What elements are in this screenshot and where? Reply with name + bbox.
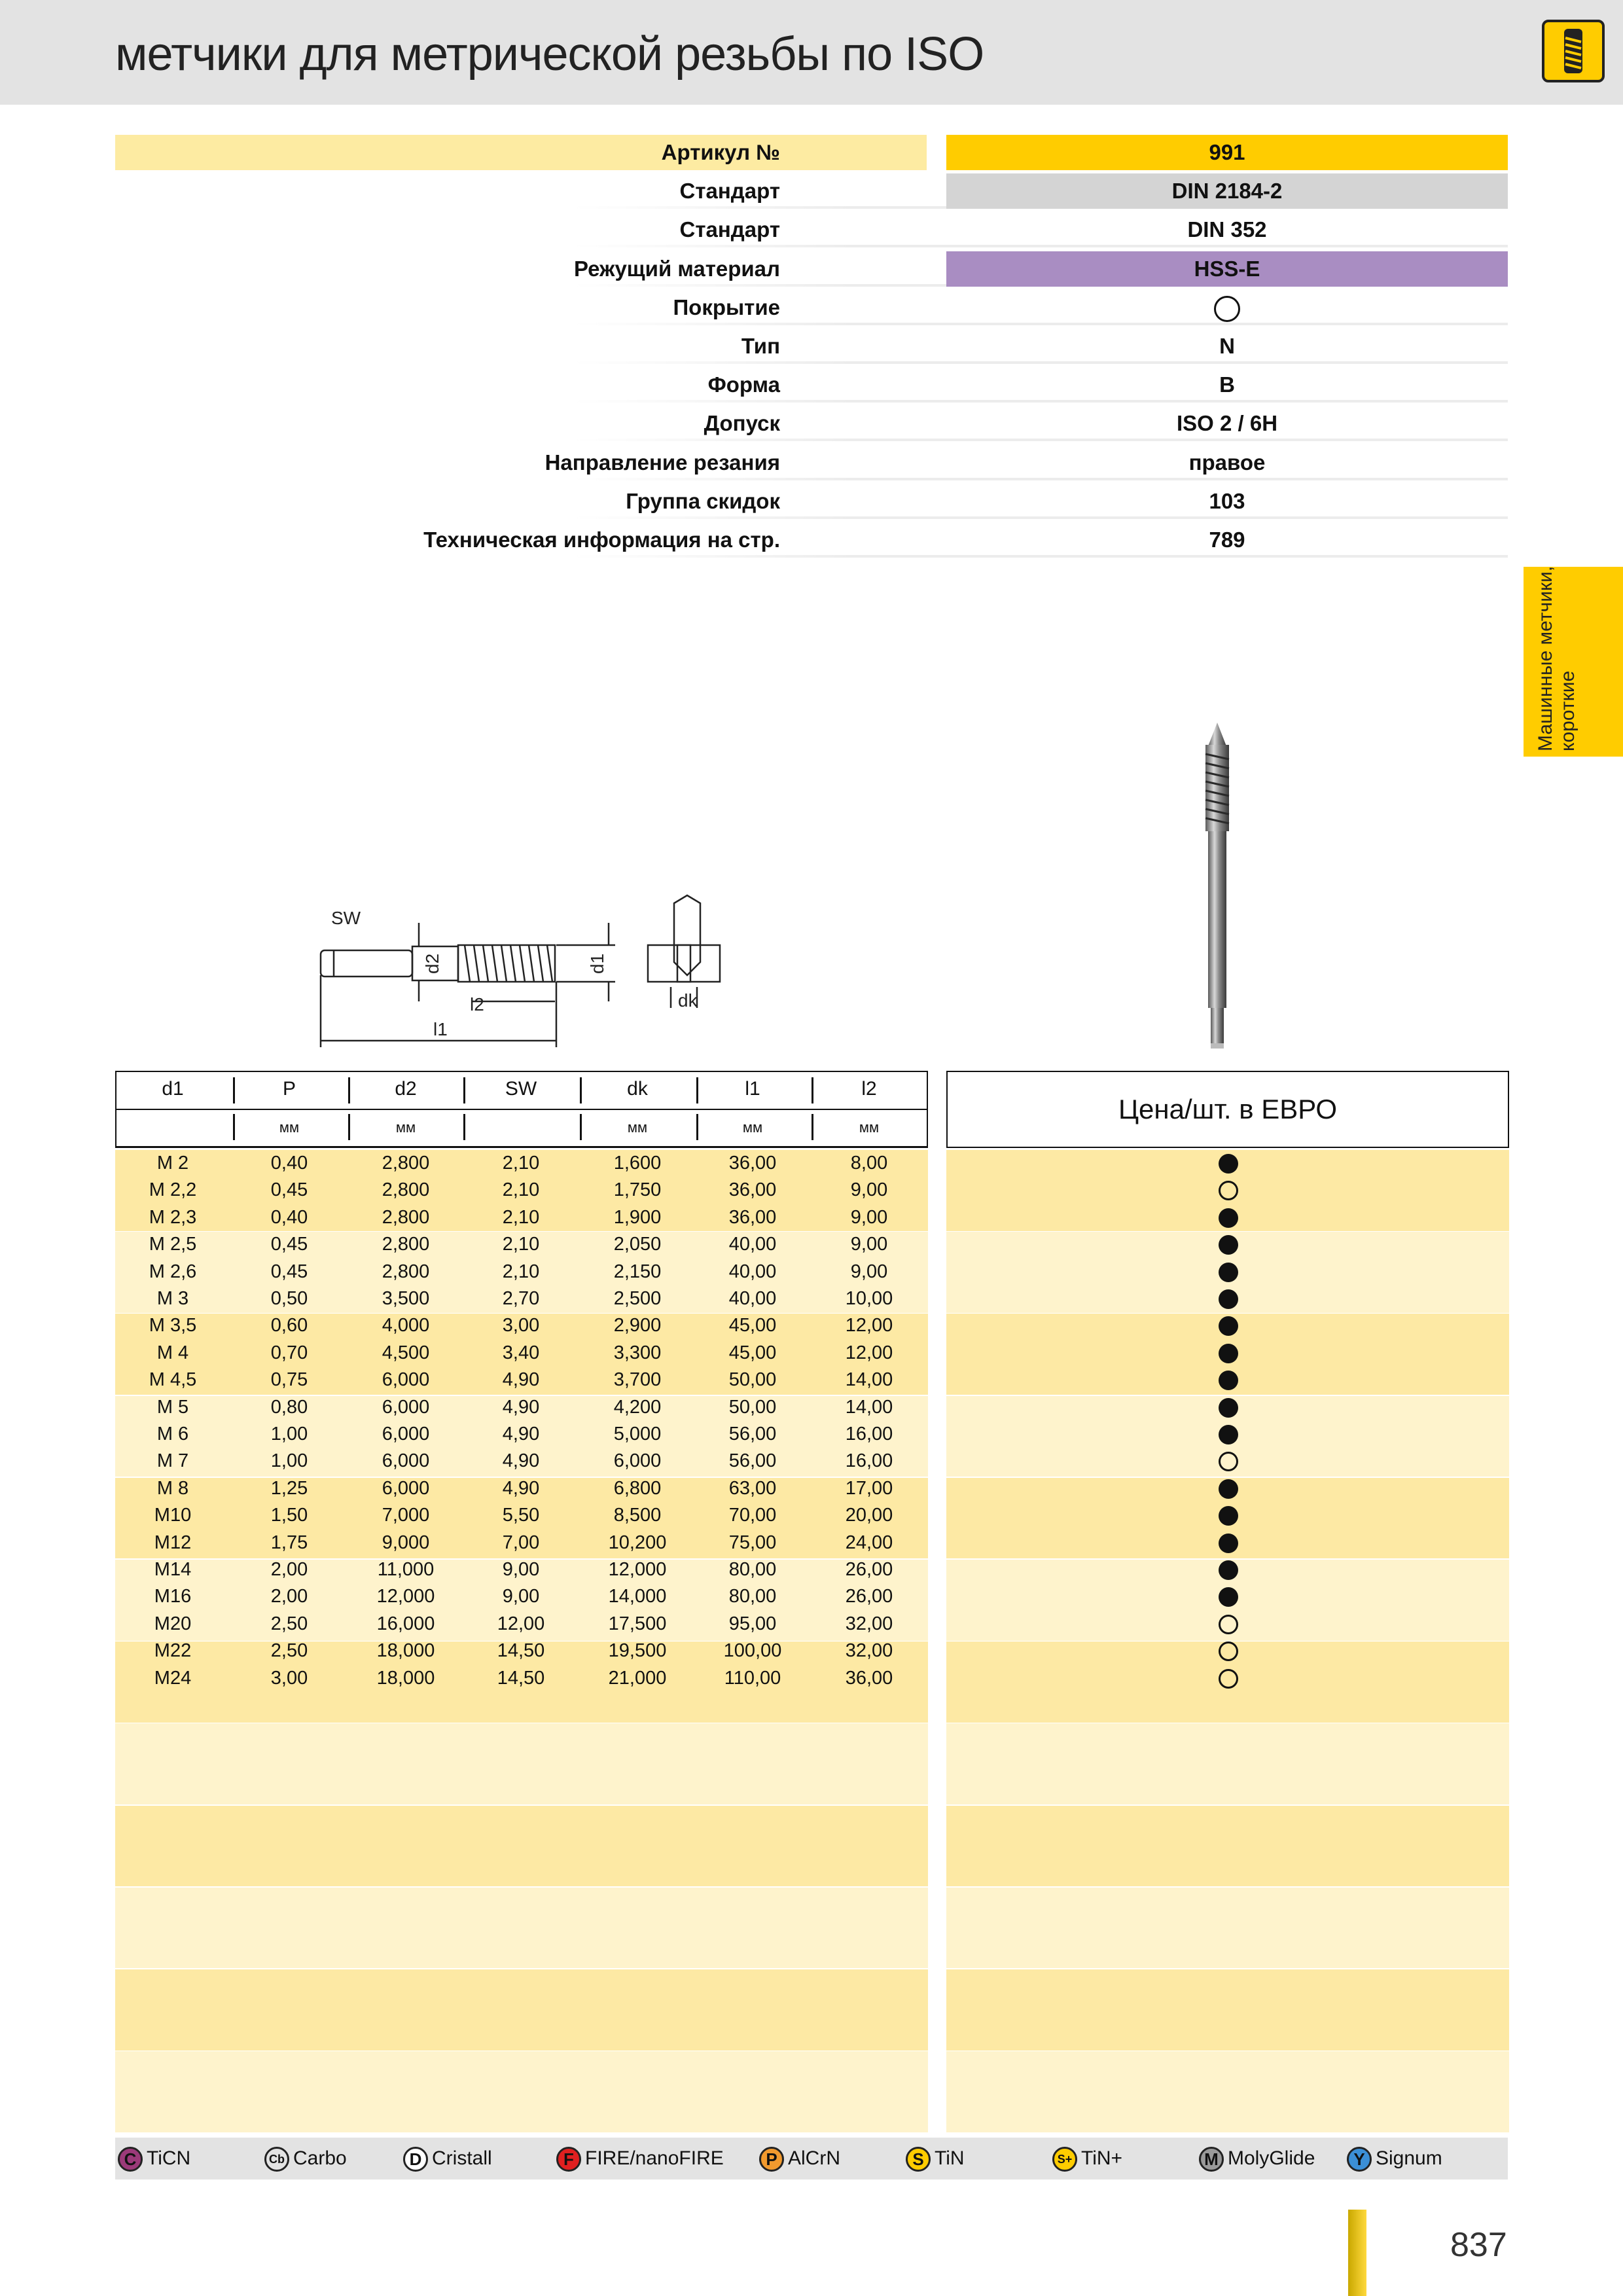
spec-label: Стандарт bbox=[679, 179, 780, 204]
table-cell: 56,00 bbox=[728, 1450, 777, 1472]
spec-value: DIN 352 bbox=[1187, 217, 1267, 242]
table-cell: 12,000 bbox=[608, 1559, 667, 1580]
drawing-label-dk: dk bbox=[678, 990, 698, 1011]
coating-badge-icon: M bbox=[1199, 2147, 1224, 2172]
table-cell: 2,800 bbox=[382, 1206, 430, 1228]
column-header: l1 bbox=[745, 1078, 760, 1100]
table-cell: 2,050 bbox=[613, 1234, 662, 1255]
table-cell: M22 bbox=[154, 1640, 192, 1662]
table-cell: 3,300 bbox=[613, 1342, 662, 1363]
page-number-bar bbox=[1348, 2210, 1366, 2296]
table-cell: 9,00 bbox=[502, 1559, 540, 1580]
legend-label: AlCrN bbox=[788, 2147, 840, 2169]
table-row bbox=[115, 1231, 928, 1258]
technical-drawing bbox=[308, 890, 740, 1054]
legend-label: Cristall bbox=[432, 2147, 492, 2169]
table-cell: 1,00 bbox=[270, 1424, 308, 1444]
column-separator bbox=[348, 1114, 350, 1140]
table-cell: 1,00 bbox=[270, 1450, 308, 1472]
table-cell: 12,00 bbox=[845, 1342, 893, 1363]
table-cell: 0,80 bbox=[270, 1396, 308, 1418]
table-cell: 20,00 bbox=[845, 1505, 893, 1526]
table-cell: M 2,5 bbox=[149, 1234, 197, 1255]
legend-label: Carbo bbox=[293, 2147, 347, 2169]
table-cell: M 7 bbox=[156, 1450, 189, 1472]
row-group-band bbox=[115, 2051, 928, 2132]
table-cell: 6,000 bbox=[382, 1450, 430, 1472]
table-row bbox=[115, 1665, 928, 1692]
table-cell: 36,00 bbox=[728, 1206, 777, 1228]
legend-label: FIRE/nanoFIRE bbox=[585, 2147, 724, 2169]
drawing-label-l2: l2 bbox=[470, 994, 484, 1014]
spec-row bbox=[115, 212, 1508, 247]
table-cell: 36,00 bbox=[845, 1667, 893, 1689]
table-row bbox=[115, 1556, 928, 1583]
table-cell: 45,00 bbox=[728, 1315, 777, 1336]
drawing-label-l1: l1 bbox=[433, 1019, 448, 1039]
in-stock-dot-icon bbox=[1219, 1371, 1238, 1390]
table-cell: 3,00 bbox=[502, 1315, 540, 1336]
table-cell: 9,00 bbox=[502, 1586, 540, 1607]
table-cell: 75,00 bbox=[728, 1532, 777, 1553]
table-cell: 14,00 bbox=[845, 1396, 893, 1418]
column-separator bbox=[580, 1077, 582, 1103]
column-header: d1 bbox=[162, 1078, 184, 1100]
coating-badge-icon: C bbox=[118, 2147, 143, 2172]
table-cell: 1,25 bbox=[270, 1477, 308, 1499]
spec-row bbox=[115, 522, 1508, 558]
table-cell: 6,000 bbox=[382, 1396, 430, 1418]
table-row bbox=[115, 1204, 928, 1231]
table-cell: 2,800 bbox=[382, 1153, 430, 1174]
table-cell: 18,000 bbox=[376, 1667, 435, 1689]
column-separator bbox=[812, 1077, 813, 1103]
table-cell: 6,000 bbox=[382, 1477, 430, 1499]
table-cell: M 2,3 bbox=[149, 1206, 197, 1228]
legend-label: TiCN bbox=[147, 2147, 191, 2169]
coating-badge-icon: S+ bbox=[1052, 2147, 1077, 2172]
table-cell: 2,900 bbox=[613, 1315, 662, 1336]
table-cell: 2,50 bbox=[270, 1640, 308, 1662]
price-group-band bbox=[946, 1969, 1509, 2051]
legend-item bbox=[556, 2145, 724, 2172]
in-stock-dot-icon bbox=[1219, 1154, 1238, 1174]
in-stock-dot-icon bbox=[1219, 1479, 1238, 1499]
table-cell: M16 bbox=[154, 1586, 192, 1607]
table-cell: M20 bbox=[154, 1613, 192, 1634]
coating-badge-icon: Cb bbox=[264, 2147, 289, 2172]
spec-row bbox=[115, 445, 1508, 480]
table-cell: 4,90 bbox=[502, 1424, 540, 1444]
table-cell: 9,00 bbox=[850, 1234, 888, 1255]
table-row bbox=[115, 1150, 928, 1177]
spec-label: Техническая информация на стр. bbox=[423, 528, 780, 552]
spec-label: Группа скидок bbox=[626, 488, 780, 513]
table-cell: 4,90 bbox=[502, 1369, 540, 1391]
legend-item bbox=[759, 2145, 840, 2172]
price-group-band bbox=[946, 1723, 1509, 1804]
table-cell: 16,000 bbox=[376, 1613, 435, 1634]
table-cell: 1,75 bbox=[270, 1532, 308, 1553]
table-cell: 17,00 bbox=[845, 1477, 893, 1499]
table-cell: M 2,6 bbox=[149, 1261, 197, 1282]
table-cell: 4,200 bbox=[613, 1396, 662, 1418]
table-row bbox=[115, 1394, 928, 1421]
table-row bbox=[115, 1421, 928, 1448]
table-cell: 32,00 bbox=[845, 1640, 893, 1662]
table-cell: 6,800 bbox=[613, 1477, 662, 1499]
table-cell: 11,000 bbox=[377, 1559, 435, 1580]
table-cell: 45,00 bbox=[728, 1342, 777, 1363]
table-cell: 5,50 bbox=[502, 1505, 540, 1526]
table-cell: 9,00 bbox=[850, 1261, 888, 1282]
table-cell: M14 bbox=[154, 1559, 192, 1580]
table-row bbox=[115, 1285, 928, 1312]
table-cell: 8,500 bbox=[613, 1505, 662, 1526]
table-cell: 17,500 bbox=[608, 1613, 667, 1634]
table-cell: M 4 bbox=[156, 1342, 189, 1363]
in-stock-dot-icon bbox=[1219, 1263, 1238, 1282]
table-cell: 2,10 bbox=[502, 1261, 540, 1282]
table-cell: 10,200 bbox=[608, 1532, 667, 1553]
table-cell: 2,500 bbox=[613, 1288, 662, 1309]
table-cell: M 3,5 bbox=[149, 1315, 197, 1336]
in-stock-dot-icon bbox=[1219, 1208, 1238, 1228]
table-cell: 95,00 bbox=[728, 1613, 777, 1634]
table-cell: 0,45 bbox=[270, 1261, 308, 1282]
table-cell: 2,10 bbox=[502, 1206, 540, 1228]
table-cell: 6,000 bbox=[613, 1450, 662, 1472]
row-group-band bbox=[115, 1723, 928, 1804]
table-cell: M 2,2 bbox=[149, 1179, 197, 1201]
column-unit: мм bbox=[742, 1119, 763, 1136]
page-number: 837 bbox=[1450, 2226, 1507, 2264]
table-cell: 1,600 bbox=[613, 1153, 662, 1174]
table-cell: 9,000 bbox=[382, 1532, 430, 1553]
table-cell: 26,00 bbox=[845, 1559, 893, 1580]
table-row bbox=[115, 1583, 928, 1610]
table-row bbox=[115, 1340, 928, 1367]
table-cell: 100,00 bbox=[723, 1640, 782, 1662]
table-row bbox=[115, 1638, 928, 1664]
table-cell: 4,500 bbox=[382, 1342, 430, 1363]
spec-value: ISO 2 / 6H bbox=[1176, 411, 1278, 436]
table-cell: 3,500 bbox=[382, 1288, 430, 1309]
table-row bbox=[115, 1475, 928, 1502]
legend-label: TiN+ bbox=[1081, 2147, 1123, 2169]
table-cell: 18,000 bbox=[376, 1640, 435, 1662]
table-cell: 36,00 bbox=[728, 1153, 777, 1174]
section-tab-label: Машинные метчики, короткие bbox=[1535, 565, 1578, 751]
table-cell: M 3 bbox=[156, 1288, 189, 1309]
on-request-circle-icon bbox=[1219, 1641, 1238, 1661]
column-header: d2 bbox=[395, 1078, 417, 1100]
spec-value: 103 bbox=[1209, 488, 1245, 513]
table-cell: 14,000 bbox=[608, 1586, 667, 1607]
spec-value: N bbox=[1219, 334, 1235, 358]
column-separator bbox=[696, 1114, 698, 1140]
table-cell: 2,150 bbox=[613, 1261, 662, 1282]
table-row bbox=[115, 1177, 928, 1204]
column-unit bbox=[469, 1117, 573, 1139]
table-cell: M 8 bbox=[156, 1477, 189, 1499]
table-cell: 5,000 bbox=[613, 1424, 662, 1444]
in-stock-dot-icon bbox=[1219, 1398, 1238, 1418]
tap-photo bbox=[1191, 720, 1243, 1054]
table-cell: 24,00 bbox=[845, 1532, 893, 1553]
table-cell: 7,000 bbox=[382, 1505, 430, 1526]
table-cell: 6,000 bbox=[382, 1369, 430, 1391]
legend-label: Signum bbox=[1376, 2147, 1442, 2169]
table-cell: M 5 bbox=[156, 1396, 189, 1418]
price-group-band bbox=[946, 1888, 1509, 1969]
column-separator bbox=[463, 1114, 465, 1140]
coating-badge-icon: D bbox=[403, 2147, 428, 2172]
column-header: SW bbox=[505, 1078, 537, 1100]
legend-item bbox=[118, 2145, 190, 2172]
table-cell: 3,00 bbox=[270, 1667, 308, 1689]
table-cell: 2,00 bbox=[270, 1559, 308, 1580]
table-cell: M 4,5 bbox=[149, 1369, 197, 1391]
table-cell: 4,90 bbox=[502, 1450, 540, 1472]
in-stock-dot-icon bbox=[1219, 1344, 1238, 1363]
table-cell: 19,500 bbox=[608, 1640, 667, 1662]
on-request-circle-icon bbox=[1219, 1615, 1238, 1634]
spec-row bbox=[115, 251, 1508, 287]
spec-value: HSS-E bbox=[946, 251, 1508, 287]
spec-label-background bbox=[115, 135, 927, 170]
table-cell: 36,00 bbox=[728, 1179, 777, 1201]
table-cell: 8,00 bbox=[850, 1153, 888, 1174]
in-stock-dot-icon bbox=[1219, 1235, 1238, 1255]
table-cell: M10 bbox=[154, 1505, 192, 1526]
in-stock-dot-icon bbox=[1219, 1425, 1238, 1444]
column-separator bbox=[463, 1077, 465, 1103]
table-cell: 0,60 bbox=[270, 1315, 308, 1336]
price-header: Цена/шт. в ЕВРО bbox=[946, 1071, 1509, 1148]
table-cell: 1,900 bbox=[613, 1206, 662, 1228]
table-cell: 70,00 bbox=[728, 1505, 777, 1526]
legend-item bbox=[1052, 2145, 1122, 2172]
spec-row bbox=[115, 329, 1508, 364]
table-row bbox=[115, 1530, 928, 1556]
column-header: P bbox=[282, 1078, 296, 1100]
table-cell: 14,50 bbox=[497, 1667, 545, 1689]
table-cell: 80,00 bbox=[728, 1559, 777, 1580]
table-cell: 16,00 bbox=[845, 1424, 893, 1444]
table-header-divider bbox=[115, 1146, 928, 1148]
table-cell: 0,75 bbox=[270, 1369, 308, 1391]
coating-badge-icon: S bbox=[906, 2147, 931, 2172]
table-cell: M 6 bbox=[156, 1424, 189, 1444]
coating-badge-icon: Y bbox=[1347, 2147, 1372, 2172]
table-cell: 2,800 bbox=[382, 1261, 430, 1282]
coating-badge-icon: P bbox=[759, 2147, 784, 2172]
table-cell: 7,00 bbox=[502, 1532, 540, 1553]
table-cell: 56,00 bbox=[728, 1424, 777, 1444]
table-row bbox=[115, 1367, 928, 1393]
in-stock-dot-icon bbox=[1219, 1560, 1238, 1580]
table-row bbox=[115, 1259, 928, 1285]
column-header: dk bbox=[627, 1078, 648, 1100]
table-cell: 2,50 bbox=[270, 1613, 308, 1634]
table-cell: 16,00 bbox=[845, 1450, 893, 1472]
drawing-label-d1: d1 bbox=[587, 953, 607, 974]
table-cell: 110,00 bbox=[724, 1667, 781, 1689]
drawing-label-sw: SW bbox=[331, 908, 361, 928]
table-cell: 14,50 bbox=[497, 1640, 545, 1662]
legend-item bbox=[403, 2145, 492, 2172]
price-group-band bbox=[946, 1806, 1509, 1887]
spec-row bbox=[115, 135, 1508, 170]
spec-label: Режущий материал bbox=[573, 256, 780, 281]
empty-circle-icon bbox=[1214, 296, 1240, 322]
spec-label: Артикул № bbox=[661, 140, 780, 164]
legend-label: TiN bbox=[935, 2147, 965, 2169]
table-cell: 1,50 bbox=[270, 1505, 308, 1526]
table-cell: 9,00 bbox=[850, 1206, 888, 1228]
table-cell: 50,00 bbox=[728, 1369, 777, 1391]
table-cell: 12,000 bbox=[376, 1586, 435, 1607]
tap-icon bbox=[1542, 20, 1605, 82]
table-cell: M 2 bbox=[156, 1153, 189, 1174]
spec-value: B bbox=[1219, 372, 1235, 397]
legend-label: MolyGlide bbox=[1228, 2147, 1315, 2169]
on-request-circle-icon bbox=[1219, 1669, 1238, 1689]
column-unit: мм bbox=[279, 1119, 300, 1136]
table-cell: 12,00 bbox=[497, 1613, 545, 1634]
column-unit bbox=[120, 1117, 225, 1139]
table-cell: 2,00 bbox=[270, 1586, 308, 1607]
table-cell: 10,00 bbox=[845, 1288, 893, 1309]
spec-label: Форма bbox=[707, 372, 780, 397]
column-separator bbox=[812, 1114, 813, 1140]
table-cell: 12,00 bbox=[845, 1315, 893, 1336]
column-unit: мм bbox=[395, 1119, 416, 1136]
column-unit: мм bbox=[627, 1119, 648, 1136]
spec-value: DIN 2184-2 bbox=[946, 173, 1508, 209]
table-cell: 2,10 bbox=[502, 1234, 540, 1255]
spec-value: 789 bbox=[1209, 528, 1245, 552]
table-cell: 40,00 bbox=[728, 1288, 777, 1309]
table-cell: 2,800 bbox=[382, 1234, 430, 1255]
spec-row bbox=[115, 406, 1508, 441]
row-group-band bbox=[115, 1969, 928, 2051]
column-separator bbox=[580, 1114, 582, 1140]
column-separator bbox=[348, 1077, 350, 1103]
table-cell: 3,40 bbox=[502, 1342, 540, 1363]
header-unit-divider bbox=[115, 1109, 928, 1110]
column-separator bbox=[233, 1114, 235, 1140]
table-cell: 2,10 bbox=[502, 1179, 540, 1201]
table-cell: 6,000 bbox=[382, 1424, 430, 1444]
table-cell: M12 bbox=[154, 1532, 192, 1553]
table-cell: 0,40 bbox=[270, 1153, 308, 1174]
table-row bbox=[115, 1611, 928, 1638]
price-group-band bbox=[946, 2051, 1509, 2132]
spec-row bbox=[115, 173, 1508, 209]
spec-row bbox=[115, 290, 1508, 325]
table-cell: 32,00 bbox=[845, 1613, 893, 1634]
in-stock-dot-icon bbox=[1219, 1506, 1238, 1526]
in-stock-dot-icon bbox=[1219, 1289, 1238, 1309]
spec-label: Тип bbox=[741, 334, 780, 358]
table-cell: 80,00 bbox=[728, 1586, 777, 1607]
table-cell: 0,70 bbox=[270, 1342, 308, 1363]
table-cell: 4,90 bbox=[502, 1396, 540, 1418]
table-cell: 0,45 bbox=[270, 1179, 308, 1201]
spec-value: 991 bbox=[946, 135, 1508, 170]
table-row bbox=[115, 1448, 928, 1475]
table-cell: 9,00 bbox=[850, 1179, 888, 1201]
table-cell: 2,10 bbox=[502, 1153, 540, 1174]
table-cell: 0,50 bbox=[270, 1288, 308, 1309]
spec-label: Направление резания bbox=[544, 450, 780, 475]
table-cell: 40,00 bbox=[728, 1234, 777, 1255]
spec-label: Стандарт bbox=[679, 217, 780, 242]
table-cell: 3,700 bbox=[613, 1369, 662, 1391]
table-cell: 14,00 bbox=[845, 1369, 893, 1391]
in-stock-dot-icon bbox=[1219, 1534, 1238, 1553]
table-cell: 4,000 bbox=[382, 1315, 430, 1336]
table-cell: 21,000 bbox=[608, 1667, 667, 1689]
legend-item bbox=[1199, 2145, 1315, 2172]
table-cell: 0,40 bbox=[270, 1206, 308, 1228]
spec-row bbox=[115, 367, 1508, 403]
table-cell: 2,800 bbox=[382, 1179, 430, 1201]
legend-item bbox=[1347, 2145, 1442, 2172]
spec-label: Покрытие bbox=[673, 295, 780, 319]
table-row bbox=[115, 1312, 928, 1339]
spec-row bbox=[115, 484, 1508, 519]
legend-item bbox=[906, 2145, 965, 2172]
row-group-band bbox=[115, 1888, 928, 1969]
spec-label: Допуск bbox=[704, 411, 780, 436]
column-separator bbox=[233, 1077, 235, 1103]
column-header: l2 bbox=[861, 1078, 877, 1100]
table-cell: 1,750 bbox=[613, 1179, 662, 1201]
column-separator bbox=[696, 1077, 698, 1103]
page-title: метчики для метрической резьбы по ISO bbox=[115, 28, 984, 81]
legend-item bbox=[264, 2145, 347, 2172]
drawing-label-d2: d2 bbox=[422, 953, 442, 974]
table-cell: 50,00 bbox=[728, 1396, 777, 1418]
coating-badge-icon: F bbox=[556, 2147, 581, 2172]
table-row bbox=[115, 1502, 928, 1529]
column-unit: мм bbox=[859, 1119, 880, 1136]
row-group-band bbox=[115, 1806, 928, 1887]
table-cell: 4,90 bbox=[502, 1477, 540, 1499]
table-cell: M24 bbox=[154, 1667, 192, 1689]
table-cell: 2,70 bbox=[502, 1288, 540, 1309]
table-cell: 40,00 bbox=[728, 1261, 777, 1282]
spec-value bbox=[946, 290, 1508, 325]
table-cell: 0,45 bbox=[270, 1234, 308, 1255]
table-cell: 26,00 bbox=[845, 1586, 893, 1607]
table-cell: 63,00 bbox=[728, 1477, 777, 1499]
spec-value: правое bbox=[1188, 450, 1266, 475]
